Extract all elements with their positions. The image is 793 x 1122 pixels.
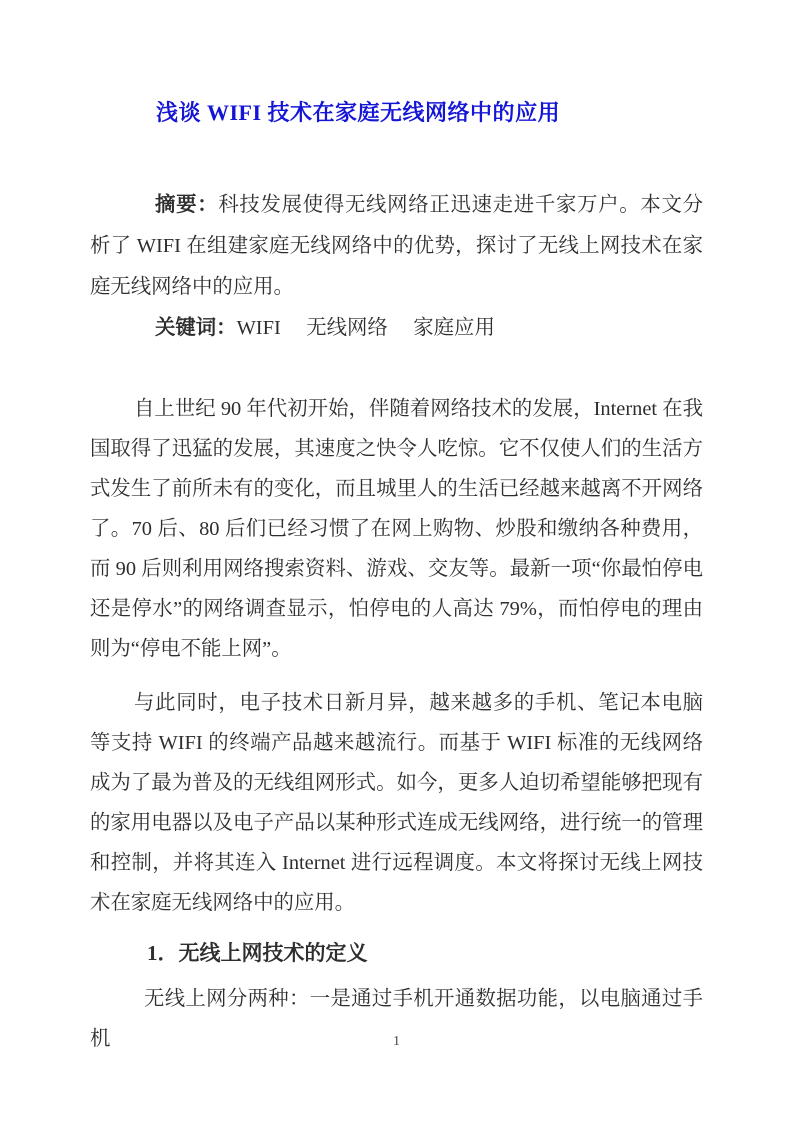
body-paragraph-2: 与此同时，电子技术日新月异，越来越多的手机、笔记本电脑等支持 WIFI 的终端产品越来越流行。而基于 WIFI 标准的无线网络成为了最为普及的无线组网形式。如今，更多人迫切希望能够把现有的家用电器以及电子产品以某种形式连成无线网络，进行统一的管理和控制，并将其连入 Internet 进行远程调度。本文将探讨无线上网技术在家庭无线网络中的应用。 — [90, 692, 703, 914]
keywords-line — [90, 308, 703, 349]
keywords-label: 关键词： — [155, 317, 237, 339]
abstract-text: 科技发展使得无线网络正迅速走进千家万户。本文分析了 WIFI 在组建家庭无线网络中的优势，探讨了无线上网技术在家庭无线网络中的应用。 — [90, 194, 704, 298]
abstract-label: 摘要： — [155, 194, 219, 216]
body-paragraph-1: 自上世纪 90 年代初开始，伴随着网络技术的发展，Internet 在我国取得了迅猛的发展，其速度之快令人吃惊。它不仅使人们的生活方式发生了前所未有的变化，而且城里人的生活已经越来越离不开网络了。70 后、80 后们已经习惯了在网上购物、炒股和缴纳各种费用，而 90 后则利用网络搜索资料、游戏、交友等。最新一项“你最怕停电还是停水”的网络调查显示，怕停电的人高达 79%，而怕停电的理由则为“停电不能上网”。 — [90, 398, 703, 660]
abstract-paragraph — [90, 185, 703, 308]
page-number: 1 — [393, 1034, 400, 1049]
keywords-text: WIFI 无线网络 家庭应用 — [236, 317, 495, 339]
body-paragraph-3: 无线上网分两种：一是通过手机开通数据功能，以电脑通过手机 — [90, 988, 703, 1050]
document-title: 浅谈 WIFI 技术在家庭无线网络中的应用 — [156, 100, 561, 125]
section-heading-1: 1．无线上网技术的定义 — [147, 941, 368, 965]
